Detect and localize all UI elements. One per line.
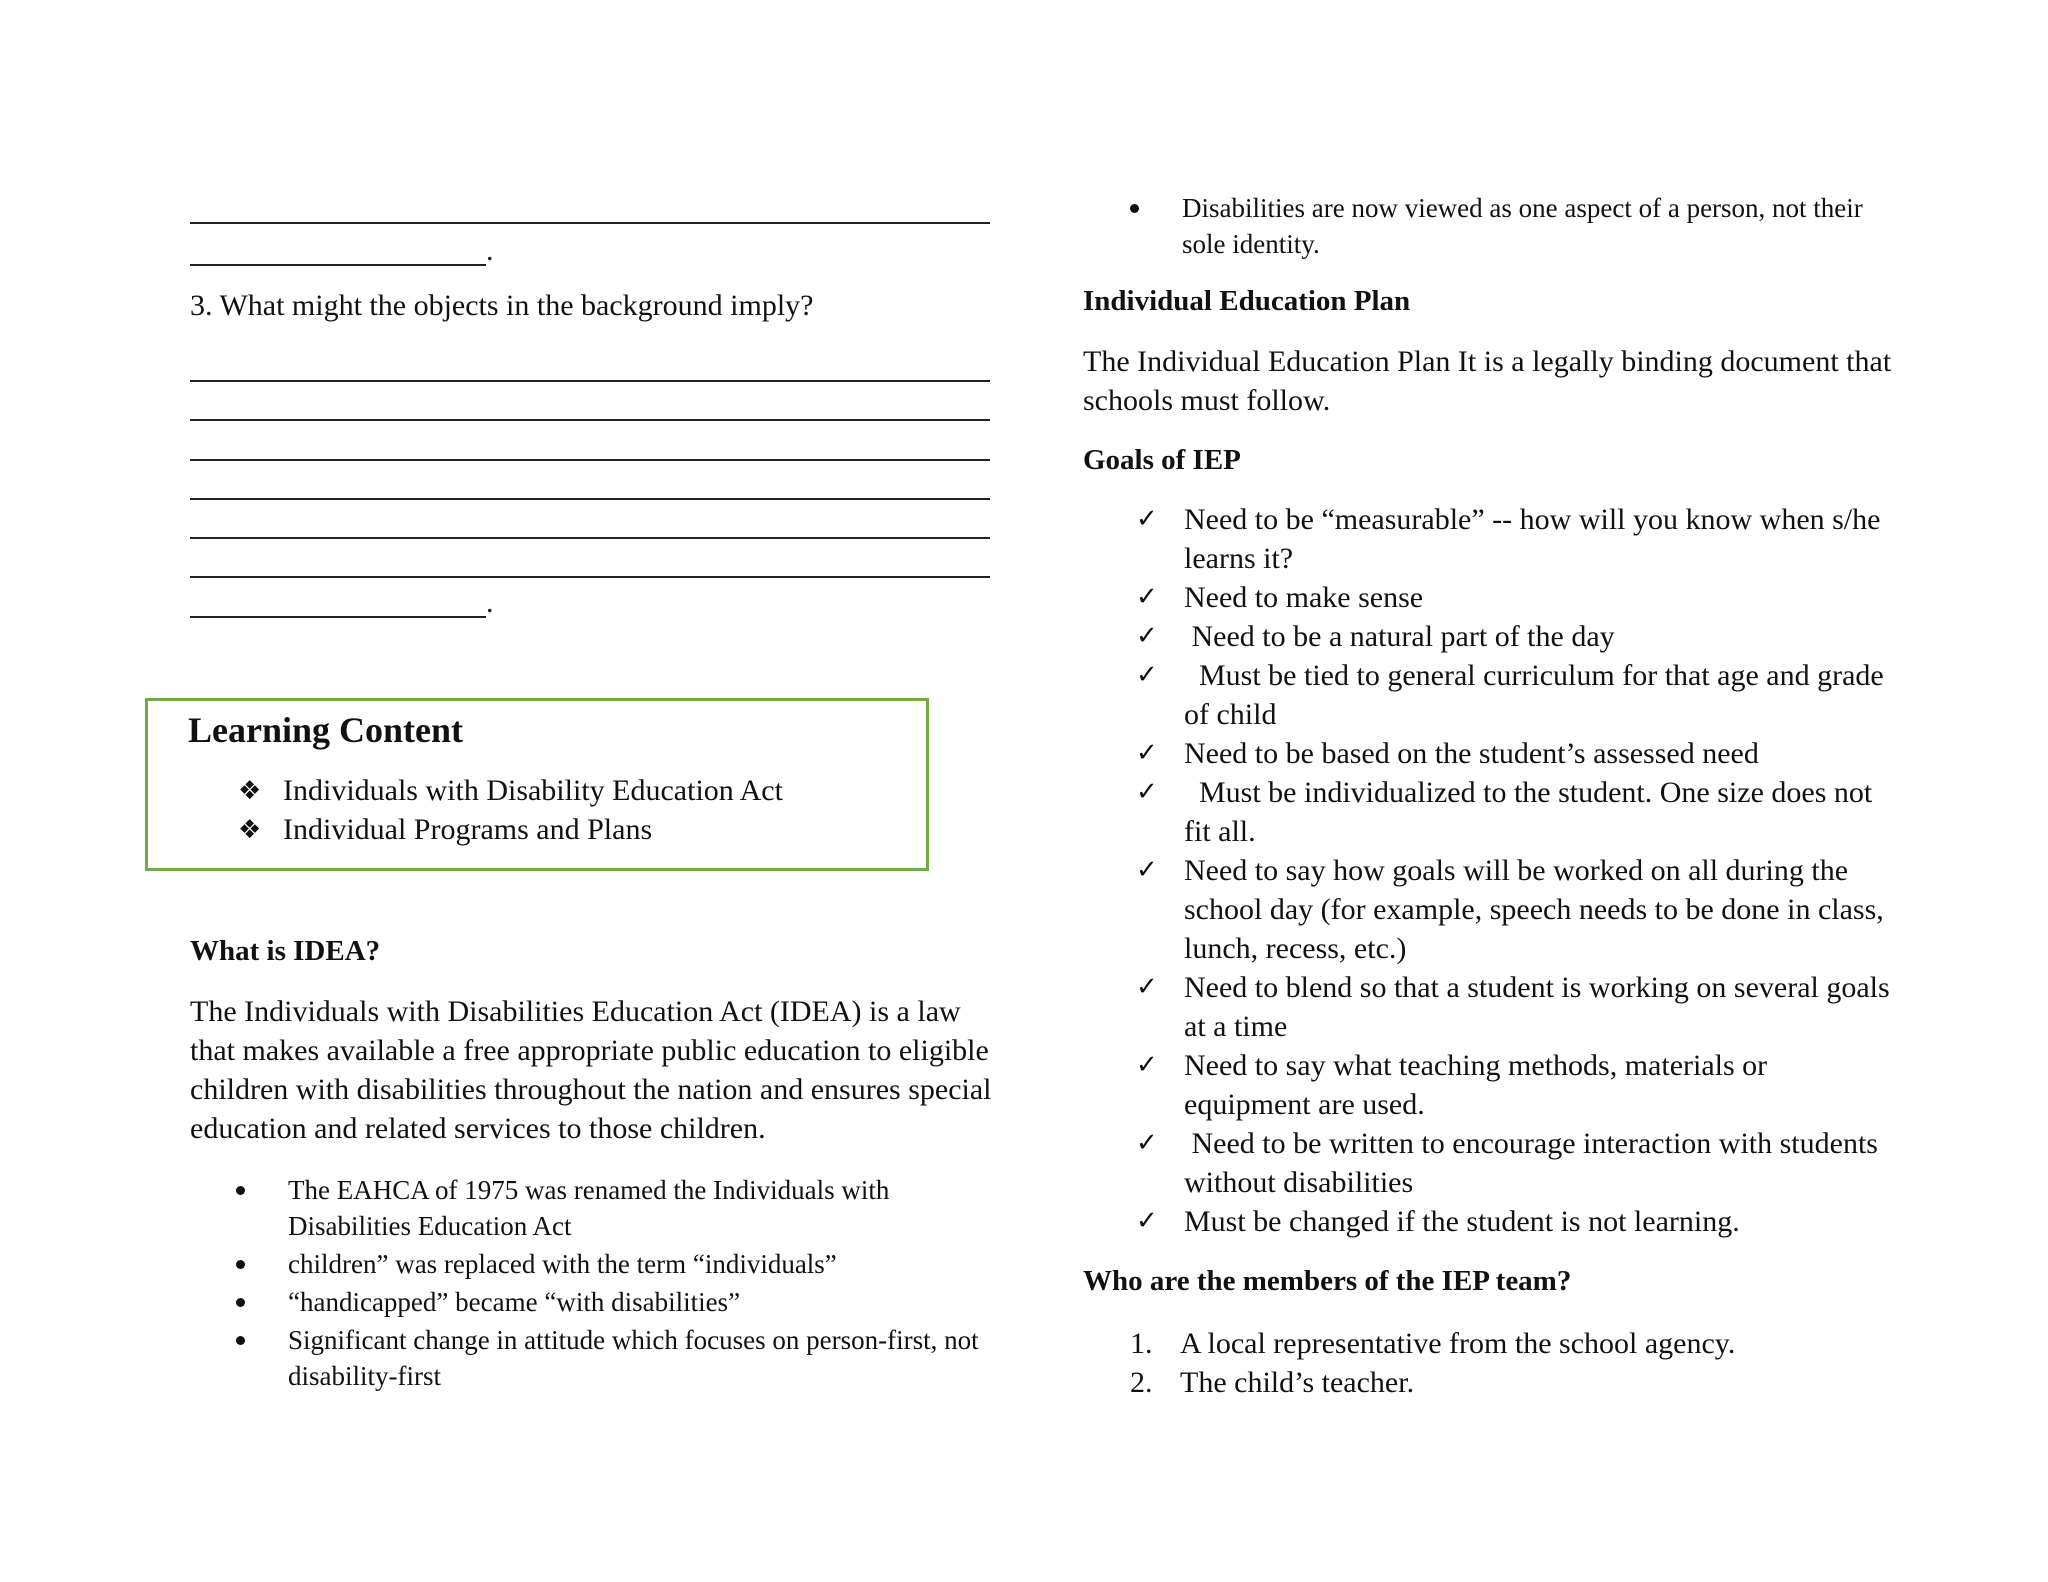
checkmark-icon: ✓ <box>1136 777 1158 807</box>
answer-end-period: . <box>486 586 494 619</box>
iep-heading: Individual Education Plan <box>1083 285 1411 317</box>
goals-heading: Goals of IEP <box>1083 444 1241 476</box>
list-item: 1. A local representative from the school agency. <box>1130 1327 1736 1360</box>
answer-line <box>190 576 990 578</box>
list-item: “handicapped” became “with disabilities” <box>236 1284 996 1320</box>
question-3: 3. What might the objects in the background imply? <box>190 289 814 322</box>
list-item: ✓ Need to say how goals will be worked on all during the school day (for example, speech needs to be done in class, lunch, recess, etc.) <box>1140 851 1900 968</box>
answer-line <box>190 380 990 382</box>
list-item: children” was replaced with the term “individuals” <box>236 1246 996 1282</box>
list-item: ✓ Need to be based on the student’s assessed need <box>1140 734 1900 773</box>
list-item: ✓ Need to be “measurable” -- how will you know when s/he learns it? <box>1140 500 1900 578</box>
checkmark-icon: ✓ <box>1136 972 1158 1002</box>
answer-line <box>190 459 990 461</box>
list-item: The EAHCA of 1975 was renamed the Individuals with Disabilities Education Act <box>236 1172 996 1244</box>
list-item: ✓ Need to be written to encourage interaction with students without disabilities <box>1140 1124 1900 1202</box>
list-item: ✓ Need to be a natural part of the day <box>1140 617 1900 656</box>
diamond-bullet-icon: ❖ <box>238 815 262 845</box>
list-item: Significant change in attitude which focuses on person-first, not disability-first <box>236 1322 996 1394</box>
answer-line <box>190 616 486 618</box>
list-item: ✓ Must be individualized to the student. One size does not fit all. <box>1140 773 1900 851</box>
bullet-icon <box>236 1186 245 1195</box>
checkmark-icon: ✓ <box>1136 660 1158 690</box>
list-item: ✓ Must be tied to general curriculum for that age and grade of child <box>1140 656 1900 734</box>
identity-bullet-list <box>1130 190 1890 264</box>
bullet-icon <box>1130 204 1139 213</box>
diamond-bullet-icon: ❖ <box>238 776 262 806</box>
answer-line <box>190 222 990 224</box>
answer-end-period: . <box>486 234 494 267</box>
checkmark-icon: ✓ <box>1136 621 1158 651</box>
list-item: ✓ Need to say what teaching methods, materials or equipment are used. <box>1140 1046 1900 1124</box>
list-item: Disabilities are now viewed as one aspect of a person, not their sole identity. <box>1130 190 1890 262</box>
bullet-icon <box>236 1336 245 1345</box>
bullet-icon <box>236 1260 245 1269</box>
list-item: ✓ Must be changed if the student is not learning. <box>1140 1202 1900 1241</box>
answer-line <box>190 264 486 266</box>
iep-paragraph: The Individual Education Plan It is a legally binding document that schools must follow. <box>1083 345 1892 417</box>
checkmark-icon: ✓ <box>1136 504 1158 534</box>
answer-line <box>190 498 990 500</box>
answer-line <box>190 537 990 539</box>
iep-team-heading: Who are the members of the IEP team? <box>1083 1265 1572 1297</box>
checkmark-icon: ✓ <box>1136 582 1158 612</box>
iep-team-list <box>1130 1324 1735 1402</box>
document-page: . 3. What might the objects in the background imply? . Learning Content ❖ Individuals with Disability Education Act ❖ Individual Programs and Plans What is IDEA? The Individuals with Disabilities Education Act (IDEA) is a law that makes available a free appropriate public education to eligible children with disabilities throughout the nation and ensures special education and related services to those children. The EAHCA of 1975 was renamed the Individuals with Disabilities Education Act children” was replaced with the term “individuals” “handicapped” became “with disabilities” Significant change in attitude which focuses on person-first, not disability-first Disabilities are now viewed as one aspect of a person, not their sole identity. Individual Education Plan The Individual Education Plan It is a legally binding document that schools must follow. Goals of IEP ✓ Need to be “measurable” -- how will you know when s/he learns it? ✓ Need to make sense ✓ Need to be a natural part of the day ✓ Must be tied to general curriculum for that age and grade of child ✓ Need to be based on the student’s assessed need ✓ Must be individualized to the student. One size does not fit all. ✓ Need to say how goals will be worked on all during the school day (for example, speech needs to be done in class, lunch, recess, etc.) ✓ Need to blend so that a student is working on several goals at a time ✓ Need to say what teaching methods, materials or equipment are used. ✓ Need to be written to encourage interaction with students without disabilities ✓ Must be changed if the student is not learning. Who are the members of the IEP team? 1. A local representative from the school agency. 2. The child’s teacher. <box>0 0 2048 1582</box>
list-item: ✓ Need to blend so that a student is working on several goals at a time <box>1140 968 1900 1046</box>
checkmark-icon: ✓ <box>1136 738 1158 768</box>
goals-checklist <box>1136 500 1900 1241</box>
list-item: 2. The child’s teacher. <box>1130 1366 1415 1399</box>
idea-paragraph: The Individuals with Disabilities Education Act (IDEA) is a law that makes available a free appropriate public education to eligible children with disabilities throughout the nation and ensures special education and related services to those children. <box>190 995 992 1145</box>
checkmark-icon: ✓ <box>1136 1128 1158 1158</box>
checkmark-icon: ✓ <box>1136 1206 1158 1236</box>
checkmark-icon: ✓ <box>1136 855 1158 885</box>
answer-line <box>190 419 990 421</box>
learning-content-title: Learning Content <box>188 710 464 750</box>
idea-bullet-list <box>236 1172 996 1396</box>
idea-heading: What is IDEA? <box>190 935 381 967</box>
checkmark-icon: ✓ <box>1136 1050 1158 1080</box>
list-item: ✓ Need to make sense <box>1140 578 1900 617</box>
bullet-icon <box>236 1298 245 1307</box>
